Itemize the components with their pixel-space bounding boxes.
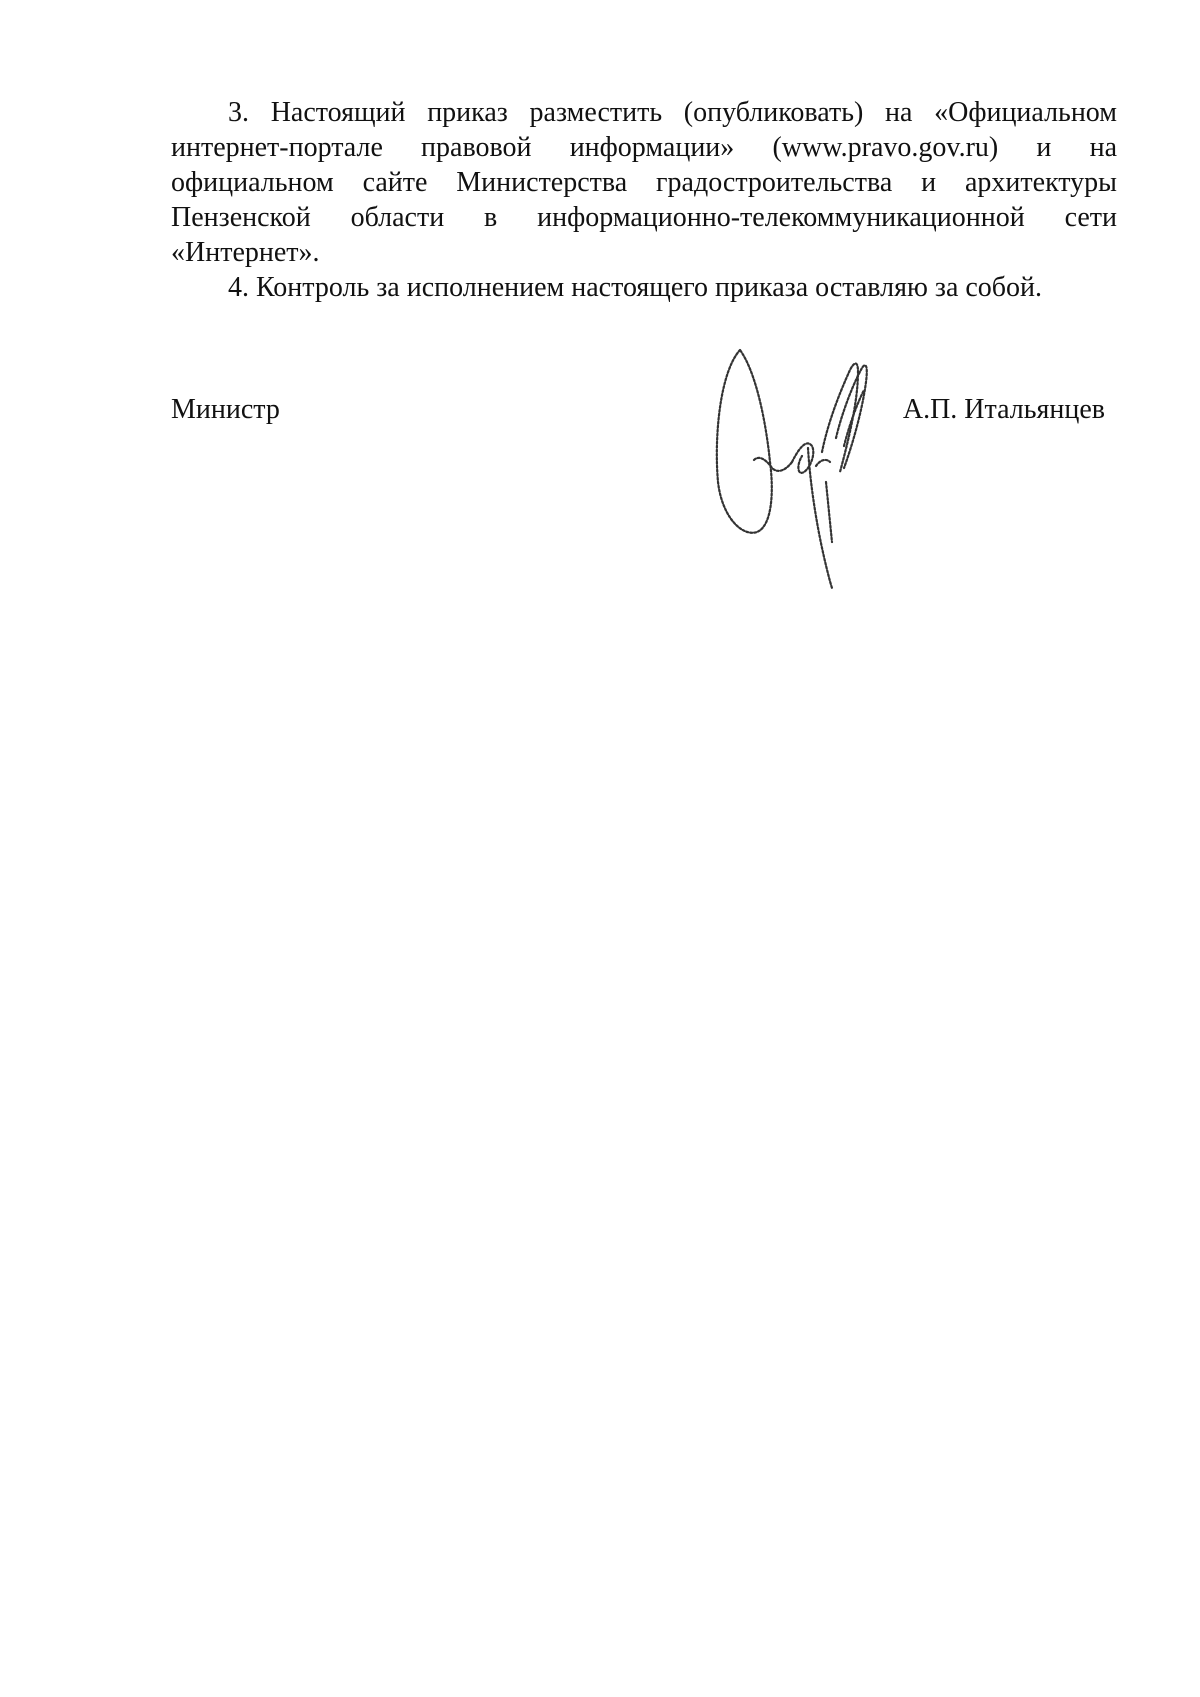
document-body [171,95,1117,305]
signer-position: Министр [171,394,280,425]
paragraph-item-4: 4. Контроль за исполнением настоящего приказа оставляю за собой. [228,272,1043,303]
signer-name: А.П. Итальянцев [902,394,1105,425]
paragraph-item-3: 3. Настоящий приказ разместить (опубликовать) на «Официальном интернет-портале правовой информации» (www.pravo.gov.ru) и на официальном сайте Министерства градостроительства и архитектуры Пензенской области в информационно-телекоммуникационной сети «Интернет». [171,97,1117,268]
handwritten-signature-icon [712,342,912,590]
signature-block [171,392,1117,428]
